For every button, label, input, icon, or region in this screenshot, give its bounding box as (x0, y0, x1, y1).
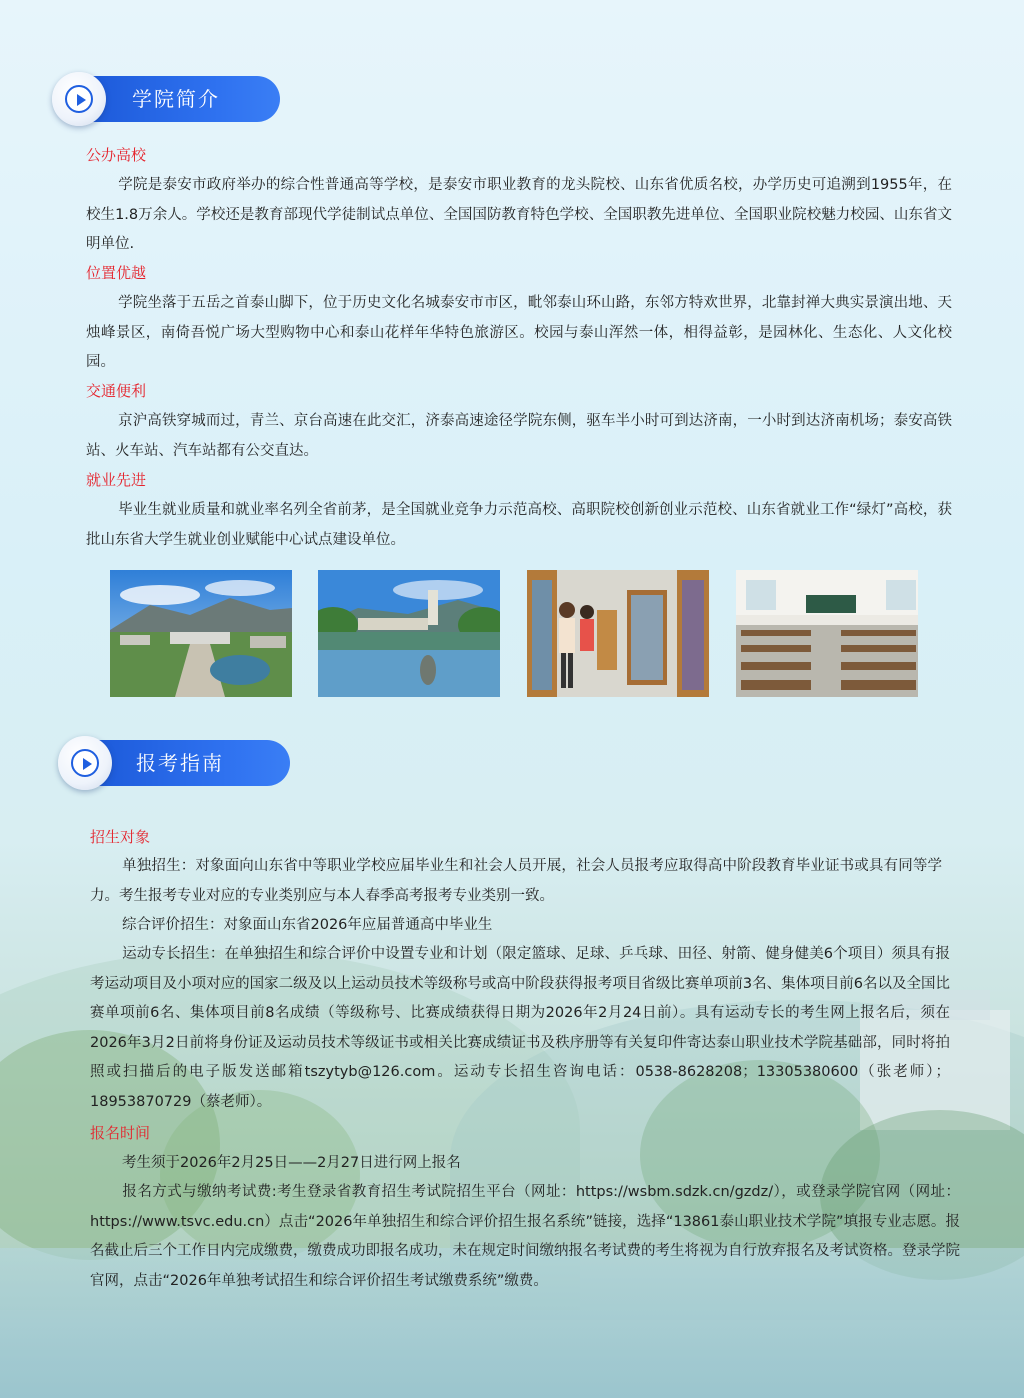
section-header-intro (52, 76, 282, 122)
subheading: 就业先进 (86, 471, 147, 489)
library-photo (527, 570, 709, 697)
subheading: 招生对象 (90, 828, 151, 846)
section-title: 报考指南 (136, 751, 224, 775)
classroom-photo (736, 570, 918, 697)
paragraph: 综合评价招生：对象面山东省2026年应届普通高中毕业生 (122, 917, 493, 933)
paragraph: 运动专长招生：在单独招生和综合评价中设置专业和计划（限定篮球、足球、乒乓球、田径、射箭、健身健美6个项目）须具有报考运动项目及小项对应的国家二级及以上运动员技术等级称号或高中阶段获得报考项目省级比赛单项前3名、集体项目前6名以及全国比赛单项前6名、集体项目前8名成绩（等级称号、比赛成绩获得日期为2026年2月24日前）。具有运动专长的考生网上报名后，须在2026年3月2日前将身份证及运动员技术等级证书或相关比赛成绩证书及秩序册等有关复印件寄达泰山职业技术学院基础部，同时将拍照或扫描后的电子版发送邮箱tszytyb@126.com。运动专长招生咨询电话：0538-8628208；13305380600（张老师）；18953870729（蔡老师）。 (90, 946, 950, 1110)
subheading: 位置优越 (86, 264, 147, 282)
section-title: 学院简介 (132, 87, 220, 111)
paragraph: 学院是泰安市政府举办的综合性普通高等学校，是泰安市职业教育的龙头院校、山东省优质名校，办学历史可追溯到1955年，在校生1.8万余人。学校还是教育部现代学徒制试点单位、全国国防教育特色学校、全国职教先进单位、全国职业院校魅力校园、山东省文明单位. (86, 177, 952, 252)
subheading: 公办高校 (86, 146, 147, 164)
paragraph: 单独招生：对象面向山东省中等职业学校应届毕业生和社会人员开展，社会人员报考应取得高中阶段教育毕业证书或具有同等学力。考生报考专业对应的专业类别应与本人春季高考报考专业类别一致。 (90, 858, 942, 904)
subheading: 报名时间 (90, 1124, 151, 1142)
paragraph: 毕业生就业质量和就业率名列全省前茅，是全国就业竞争力示范高校、高职院校创新创业示范校、山东省就业工作“绿灯”高校，获批山东省大学生就业创业赋能中心试点建设单位。 (86, 502, 952, 548)
paragraph: 京沪高铁穿城而过，青兰、京台高速在此交汇，济泰高速途径学院东侧，驱车半小时可到达济南，一小时到达济南机场；泰安高铁站、火车站、汽车站都有公交直达。 (86, 413, 952, 459)
paragraph: 考生须于2026年2月25日——2月27日进行网上报名 (122, 1155, 461, 1171)
paragraph: 学院坐落于五岳之首泰山脚下，位于历史文化名城泰安市市区，毗邻泰山环山路，东邻方特欢世界，北靠封禅大典实景演出地、天烛峰景区，南倚吾悦广场大型购物中心和泰山花样年华特色旅游区。校园与泰山浑然一体，相得益彰，是园林化、生态化、人文化校园。 (86, 295, 952, 370)
paragraph: 报名方式与缴纳考试费:考生登录省教育招生考试院招生平台（网址：https://wsbm.sdzk.cn/gzdz/），或登录学院官网（网址：https://www.tsvc.edu.cn）点击“2026年单独招生和综合评价招生报名系统”链接，选择“13861泰山职业技术学院”填报专业志愿。报名截止后三个工作日内完成缴费，缴费成功即报名成功，未在规定时间缴纳报名考试费的考生将视为自行放弃报名及考试资格。登录学院官网，点击“2026年单独考试招生和综合评价招生考试缴费系统”缴费。 (90, 1184, 960, 1289)
arrow-right-circle-icon (58, 736, 112, 790)
section-header-guide (58, 740, 292, 786)
arrow-right-circle-icon (52, 72, 106, 126)
campus-lake-photo (318, 570, 500, 697)
subheading: 交通便利 (86, 382, 147, 400)
campus-aerial-photo (110, 570, 292, 697)
